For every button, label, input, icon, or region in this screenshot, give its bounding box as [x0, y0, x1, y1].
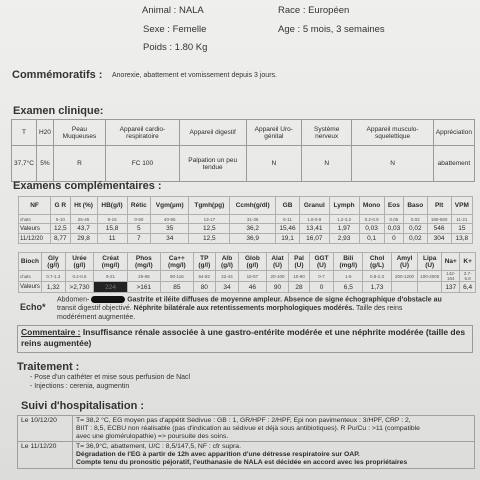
clinique-value-4: Palpation un peu tendue	[179, 146, 246, 182]
bioch-cell: 34	[215, 282, 238, 293]
nf-cell: 0,02	[404, 234, 427, 244]
bioch-ref-5: 54-82	[193, 271, 215, 282]
nf-header-14: VPM	[451, 197, 472, 215]
commemoratifs-title: Commémoratifs :	[12, 69, 103, 81]
nf-label: NF	[19, 197, 51, 215]
nf-ref-5: 13-17	[189, 215, 230, 224]
nf-cell: 19,1	[276, 234, 300, 244]
nf-cell: 12,5	[51, 224, 70, 234]
bioch-header-13: Amyl (U)	[391, 253, 417, 271]
bioch-ref-14: 100-2000	[418, 271, 442, 282]
bioch-ref-9: 10-90	[289, 271, 309, 282]
nf-header-8: Granul	[299, 197, 329, 215]
nf-header-3: Rétic	[127, 197, 150, 215]
examen-clinique-table	[11, 119, 475, 182]
bioch-cell: >2,730	[65, 282, 94, 293]
nf-cell: 43,7	[70, 224, 97, 234]
suivi-line: T= 36,9°C, abattement, U/C : 8,5/147,5, NF : cfr supra.	[76, 443, 241, 451]
nf-header-5: Tgmh(pg)	[189, 197, 230, 215]
nf-cell: 1,97	[329, 224, 359, 234]
bioch-header-15: Na+	[442, 253, 460, 271]
nf-cell: 15,8	[97, 224, 127, 234]
nf-row	[19, 224, 473, 234]
commentaire-label: Commentaire :	[21, 327, 81, 337]
nf-ref-2: 8-15	[97, 215, 127, 224]
suivi-line: T= 38,2 °C, EG moyen pas d'appétit Sédivue : GB : 1, GR/HPF : 2/HPF, Epi non pavimenteux : 3/HPF, CRP : 2,	[76, 417, 411, 424]
bioch-ref-label: chats	[19, 271, 42, 282]
nf-header-12: Baso	[404, 197, 427, 215]
bioch-ref-0: 0.7-1.3	[41, 271, 65, 282]
nf-cell: 0,03	[359, 224, 384, 234]
bioch-header-3: Phos (mg/l)	[127, 253, 160, 271]
traitement-item-2: - Injections : cerenia, augmentin	[30, 383, 130, 390]
nf-header-13: Plt	[427, 197, 451, 215]
nf-cell: 12,5	[189, 224, 230, 234]
suivi-line: BIIT : 8,5, ECBU non réalisable (pas d'indication au sédivue et déjà sous antibiotiques). R Pu/Cu : >11 (compatible	[76, 424, 420, 432]
clinique-value-8: abattement	[433, 146, 474, 182]
bioch-ref-13: 200-1200	[391, 271, 417, 282]
nf-ref-4: 40-55	[151, 215, 189, 224]
nf-cell: 13,8	[451, 234, 472, 244]
commemoratifs-text: Anorexie, abattement et vomissement depuis 3 jours.	[112, 72, 277, 79]
suivi-date: Le 11/12/20	[18, 442, 73, 468]
nf-cell: 0	[384, 234, 403, 244]
bioch-cell: 1,32	[41, 282, 65, 293]
nf-cell: 13,41	[299, 224, 329, 234]
bioch-ref-6: 22-44	[215, 271, 238, 282]
bioch-ref-8: 20-100	[266, 271, 289, 282]
clinique-value-0: 37,7°C	[12, 146, 37, 182]
echo-line1-pre: Abdomen-	[57, 296, 90, 304]
bioch-header-1: Urée (g/l)	[65, 253, 94, 271]
suivi-date: Le 10/12/20	[18, 416, 73, 442]
nf-cell: 34	[151, 234, 189, 244]
nf-row-label: Valeurs	[19, 224, 51, 234]
traitement-title: Traitement :	[17, 361, 80, 373]
bioch-ref-4: 90-116	[160, 271, 193, 282]
examen-clinique-title: Examen clinique:	[13, 105, 104, 117]
nf-ref-9: 1.2-3.2	[329, 215, 359, 224]
nf-ref-14: 11-21	[451, 215, 472, 224]
nf-cell: 11	[97, 234, 127, 244]
nf-ref-13: 180-550	[427, 215, 451, 224]
nf-ref-6: 31-36	[230, 215, 276, 224]
nf-ref-3: 0-50	[127, 215, 150, 224]
echo-line1-text: Gastrite et iléite diffuses de moyenne ampleur. Absence de signe échographique d'obstacle au	[127, 296, 442, 304]
nf-ref-label: chats	[19, 215, 51, 224]
bioch-header-14: Lipa (U)	[418, 253, 442, 271]
bioch-cell	[391, 282, 417, 293]
nf-cell: 304	[427, 234, 451, 244]
nf-cell: 35	[151, 224, 189, 234]
bioch-cell: 46	[239, 282, 266, 293]
bioch-header-16: K+	[460, 253, 476, 271]
bioch-cell: 137	[442, 282, 460, 293]
nf-header-2: HB(g/l)	[97, 197, 127, 215]
clinique-header-2: Peau Muqueuses	[53, 120, 105, 146]
nf-header-1: Ht (%)	[70, 197, 97, 215]
bioch-cell	[418, 282, 442, 293]
bioch-cell: 28	[289, 282, 309, 293]
nf-cell: 29,8	[70, 234, 97, 244]
bioch-ref-3: 25-68	[127, 271, 160, 282]
nf-cell: 5	[127, 224, 150, 234]
patient-animal: Animal : NALA	[142, 5, 204, 16]
clinique-header-7: Appareil musculo-squelettique	[352, 120, 434, 146]
clinique-header-5: Appareil Uro-génital	[246, 120, 302, 146]
clinique-header-4: Appareil digestif	[179, 120, 246, 146]
bioch-cell: 1,73	[363, 282, 392, 293]
bioch-label: Bioch	[19, 253, 42, 271]
bioch-header-9: Pal (U)	[289, 253, 309, 271]
bioch-cell: 224	[94, 282, 128, 293]
bioch-cell: 6,5	[334, 282, 363, 293]
bioch-header-4: Ca++ (mg/l)	[160, 253, 193, 271]
nf-header-7: GB	[276, 197, 300, 215]
bioch-cell: 6,4	[460, 282, 476, 293]
echo-line3: modérément augmentée.	[57, 314, 136, 321]
suivi-line: avec une glomérulopathie) => poursuite des soins.	[76, 432, 229, 440]
bioch-cell: 85	[160, 282, 193, 293]
commentaire-text1: Insuffisance rénale associée à une gastro-entérite modérée et une néphrite modérée (taille des	[82, 327, 466, 337]
clinique-value-7: N	[352, 146, 434, 182]
suivi-row	[18, 416, 475, 442]
bioch-header-0: Gly (g/l)	[41, 253, 65, 271]
bioch-cell: >161	[127, 282, 160, 293]
nf-ref-1: 25-45	[70, 215, 97, 224]
redaction-block	[91, 296, 125, 303]
echo-line2-pre: transit digestif objectivé.	[57, 305, 132, 312]
patient-sexe: Sexe : Femelle	[143, 24, 207, 35]
clinique-header-1: H20	[36, 120, 53, 146]
suivi-text	[73, 416, 475, 442]
nf-row-label: 11/12/20	[19, 234, 51, 244]
nf-cell: 8,77	[51, 234, 70, 244]
suivi-text	[73, 442, 475, 468]
nf-table	[18, 196, 473, 244]
nf-ref-12: 0.02	[404, 215, 427, 224]
bioch-ref-10: 0-7	[309, 271, 334, 282]
nf-ref-7: 6-11	[276, 215, 300, 224]
nf-ref-11: 0.05	[384, 215, 403, 224]
bioch-header-6: Alb (g/l)	[215, 253, 238, 271]
nf-header-6: Ccmh(g/dl)	[230, 197, 276, 215]
nf-ref-0: 5-10	[51, 215, 70, 224]
bioch-table	[18, 252, 476, 293]
bioch-ref-2: 9-21	[94, 271, 128, 282]
nf-ref-10: 0.2-0.9	[359, 215, 384, 224]
nf-header-0: G R	[51, 197, 70, 215]
bioch-ref-1: 0.2-0.6	[65, 271, 94, 282]
bioch-cell: 80	[193, 282, 215, 293]
echo-line1	[57, 296, 442, 303]
clinique-value-2: R	[53, 146, 105, 182]
nf-row	[19, 234, 473, 244]
suivi-table	[17, 415, 475, 469]
suivi-line: Dégradation de l'EG à partir de 12h avec apparition d'une détresse respiratoire sur OAP.	[76, 451, 360, 459]
nf-header-10: Mono	[359, 197, 384, 215]
bioch-header-2: Créat (mg/l)	[94, 253, 128, 271]
patient-race: Race : Européen	[278, 5, 350, 16]
nf-cell: 0,1	[359, 234, 384, 244]
nf-cell: 36,9	[230, 234, 276, 244]
bioch-row-label: Valeurs	[19, 282, 42, 293]
bioch-header-10: GGT (U)	[309, 253, 334, 271]
clinique-header-8: Appréciation	[433, 120, 474, 146]
bioch-header-7: Glob (g/l)	[239, 253, 266, 271]
suivi-title: Suivi d'hospitalisation :	[21, 400, 145, 412]
echo-line2	[57, 305, 402, 312]
suivi-line: Compte tenu du pronostic péjoratif, l'euthanasie de NALA est décidée en accord avec les propriétaires	[76, 459, 408, 467]
clinique-value-5: N	[246, 146, 302, 182]
nf-cell: 15	[451, 224, 472, 234]
traitement-item-2-text: Injections : cerenia, augmentin	[34, 383, 130, 390]
nf-cell: 7	[127, 234, 150, 244]
commentaire-line1	[21, 327, 465, 337]
nf-cell: 0,03	[384, 224, 403, 234]
clinique-header-3: Appareil cardio-respiratoire	[106, 120, 180, 146]
bioch-ref-7: 15-57	[239, 271, 266, 282]
echo-label: Echo*	[20, 302, 46, 312]
bioch-ref-16: 3.7-5.8	[460, 271, 476, 282]
echo-line2-post: Taille des reins	[356, 305, 403, 312]
clinique-value-3: FC 100	[106, 146, 180, 182]
suivi-row	[18, 442, 475, 468]
nf-cell: 15,46	[276, 224, 300, 234]
clinique-value-6: N	[302, 146, 352, 182]
nf-cell: 36,2	[230, 224, 276, 234]
bioch-ref-15: 142-164	[442, 271, 460, 282]
nf-cell: 0,02	[404, 224, 427, 234]
clinique-header-0: T	[12, 120, 37, 146]
bioch-cell: 90	[266, 282, 289, 293]
nf-cell: 546	[427, 224, 451, 234]
bioch-cell: 0	[309, 282, 334, 293]
nf-cell: 12,5	[189, 234, 230, 244]
commentaire-text2: reins augmentée)	[21, 338, 92, 348]
nf-header-4: Vgm(µm)	[151, 197, 189, 215]
bioch-header-8: Alat (U)	[266, 253, 289, 271]
bioch-ref-11: 1-6	[334, 271, 363, 282]
nf-cell: 16,07	[299, 234, 329, 244]
traitement-item-1-text: Pose d'un cathéter et mise sous perfusion de Nacl	[34, 374, 191, 381]
echo-line2-text: Néphrite bilatérale aux retentissements morphologiques modérés.	[133, 305, 355, 312]
patient-poids: Poids : 1.80 Kg	[143, 42, 208, 53]
nf-cell: 2,93	[329, 234, 359, 244]
patient-age: Age : 5 mois, 3 semaines	[278, 24, 385, 35]
traitement-item-1: - Pose d'un cathéter et mise sous perfusion de Nacl	[30, 374, 191, 381]
clinique-header-6: Système nerveux	[302, 120, 352, 146]
examens-comp-title: Examens complémentaires :	[13, 180, 162, 192]
bioch-ref-12: 0.8-2.3	[363, 271, 392, 282]
nf-ref-8: 1.8-9.9	[299, 215, 329, 224]
clinique-value-1: 5%	[36, 146, 53, 182]
bioch-header-11: Bili (mg/l)	[334, 253, 363, 271]
nf-header-9: Lymph	[329, 197, 359, 215]
nf-header-11: Eos	[384, 197, 403, 215]
bioch-header-12: Chol (g/L)	[363, 253, 392, 271]
bioch-header-5: TP (g/l)	[193, 253, 215, 271]
